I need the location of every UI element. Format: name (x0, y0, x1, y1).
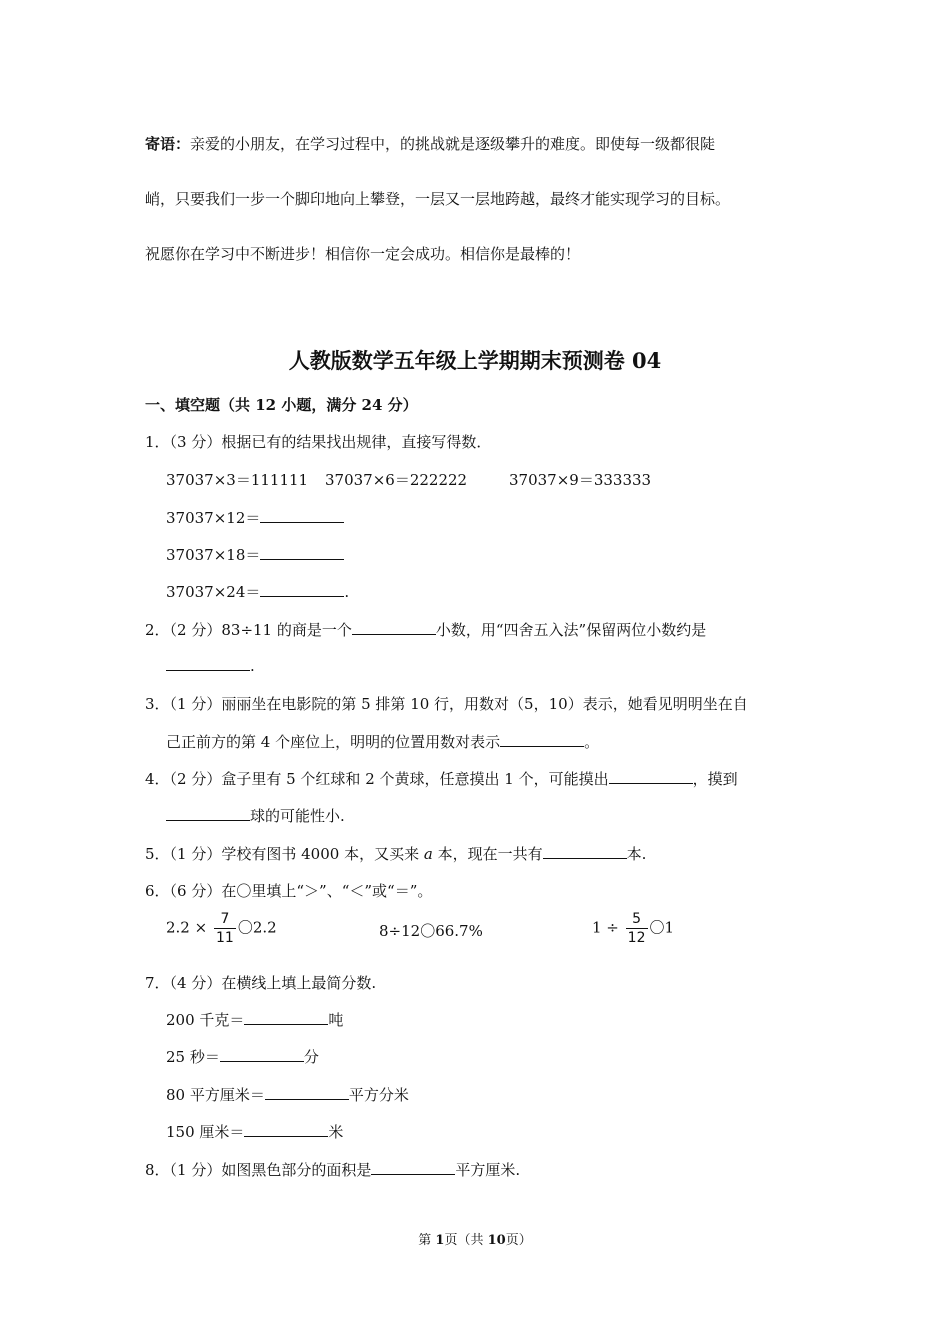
q2-text-2: 小数，用“四舍五入法”保留两位小数约是 (435, 621, 707, 639)
q3-end: 。 (584, 733, 600, 751)
question-1: 1．（3 分）根据已有的结果找出规律，直接写得数． (145, 433, 492, 451)
q4-line-2 (166, 805, 345, 826)
q8-text-1: 8．（1 分）如图黑色部分的面积是 (145, 1161, 372, 1179)
fraction-denominator: 11 (215, 930, 234, 946)
answer-blank[interactable] (543, 844, 627, 859)
q4-text-3: 球的可能性小. (250, 807, 345, 825)
message-line-2: 峭，只要我们一步一个脚印地向上攀登，一层又一层地跨越，最终才能实现学习的目标。 (145, 190, 731, 208)
q6-expr-1 (166, 912, 277, 945)
q7-item-d-post: 米 (328, 1123, 344, 1141)
message-line-3: 祝愿你在学习中不断进步！相信你一定会成功。相信你是最棒的！ (145, 245, 581, 263)
answer-blank[interactable] (244, 1122, 328, 1137)
page-footer (0, 1229, 950, 1248)
q1-item-b-text: 37037×18＝ (166, 546, 261, 564)
answer-blank[interactable] (609, 769, 693, 784)
answer-blank[interactable] (265, 1085, 349, 1100)
q1-example-2: 37037×6＝222222 (325, 471, 468, 489)
q1-example-3: 37037×9＝333333 (509, 471, 652, 489)
q1-item-a-text: 37037×12＝ (166, 509, 261, 527)
q7-item-a-post: 吨 (328, 1011, 344, 1029)
fraction (626, 912, 648, 945)
message-line-1 (145, 133, 715, 154)
q7-item-d (166, 1121, 343, 1142)
q1-item-c-end: . (344, 583, 350, 601)
fraction (214, 912, 236, 945)
answer-blank[interactable] (500, 732, 584, 747)
q7-item-c-pre: 80 平方厘米＝ (166, 1086, 265, 1104)
q7-item-a (166, 1009, 343, 1030)
page-title: 人教版数学五年级上学期期末预测卷 04 (288, 348, 662, 373)
q6-expr-1-pre: 2.2 × (166, 918, 208, 937)
q5-end: 本. (626, 845, 647, 863)
footer-mid: 页（共 (444, 1233, 488, 1248)
answer-blank[interactable] (260, 582, 344, 597)
q6-expr-2: 8÷12〇66.7% (379, 922, 483, 940)
q7-item-b-pre: 25 秒＝ (166, 1048, 220, 1066)
q7-item-a-pre: 200 千克＝ (166, 1011, 245, 1029)
q1-item-c-text: 37037×24＝ (166, 583, 261, 601)
q7-item-d-pre: 150 厘米＝ (166, 1123, 245, 1141)
question-6: 6．（6 分）在〇里填上“＞”、“＜”或“＝”。 (145, 882, 433, 900)
q5-text-2: 本，现在一共有 (432, 845, 543, 863)
fraction-numerator: 5 (632, 911, 642, 927)
answer-blank[interactable] (260, 508, 344, 523)
q4-text-2: ，摸到 (692, 770, 738, 788)
question-2 (145, 619, 706, 640)
q2-end: . (250, 657, 255, 675)
question-3: 3．（1 分）丽丽坐在电影院的第 5 排第 10 行，用数对（5，10）表示，她看见明明坐在自 (145, 695, 748, 713)
question-8 (145, 1159, 520, 1180)
q6-expr-1-post: 〇2.2 (237, 918, 277, 937)
q8-end: 平方厘米. (455, 1161, 521, 1179)
q1-example-1: 37037×3＝111111 (166, 471, 309, 489)
fraction-numerator: 7 (220, 911, 230, 927)
footer-post: 页） (505, 1233, 532, 1248)
q6-expr-3-post: 〇1 (649, 918, 675, 937)
q2-text-1: 2．（2 分）83÷11 的商是一个 (145, 621, 352, 639)
q1-item-a (166, 507, 344, 528)
q2-line-2 (166, 656, 255, 675)
question-5 (145, 843, 646, 864)
q3-line-2 (166, 731, 599, 752)
answer-blank[interactable] (352, 620, 436, 635)
q5-text-1: 5．（1 分）学校有图书 4000 本，又买来 (145, 845, 424, 863)
answer-blank[interactable] (220, 1047, 304, 1062)
question-7: 7．（4 分）在横线上填上最简分数. (145, 974, 377, 992)
q7-item-c (166, 1084, 409, 1105)
q4-text-1: 4．（2 分）盒子里有 5 个红球和 2 个黄球，任意摸出 1 个，可能摸出 (145, 770, 609, 788)
q6-expr-3 (592, 912, 674, 945)
footer-pre: 第 (418, 1233, 436, 1248)
answer-blank[interactable] (260, 545, 344, 560)
footer-page-number: 1 (435, 1233, 445, 1248)
answer-blank[interactable] (166, 806, 250, 821)
answer-blank[interactable] (244, 1010, 328, 1025)
section-heading: 一、填空题（共 12 小题，满分 24 分） (145, 396, 418, 414)
q1-item-c (166, 581, 349, 602)
q3-text-2: 己正前方的第 4 个座位上，明明的位置用数对表示 (166, 733, 501, 751)
q6-expr-3-pre: 1 ÷ (592, 918, 619, 937)
question-4 (145, 768, 738, 789)
q5-variable: a (423, 845, 433, 863)
answer-blank[interactable] (371, 1160, 455, 1175)
footer-total-pages: 10 (487, 1233, 506, 1248)
q7-item-c-post: 平方分米 (348, 1086, 409, 1104)
message-text-1: 亲爱的小朋友，在学习过程中，的挑战就是逐级攀升的难度。即使每一级都很陡 (190, 135, 716, 153)
fraction-denominator: 12 (627, 930, 646, 946)
q7-item-b (166, 1046, 319, 1067)
q1-item-b (166, 544, 344, 565)
answer-blank[interactable] (166, 656, 250, 671)
q7-item-b-post: 分 (303, 1048, 319, 1066)
message-label: 寄语： (145, 135, 191, 153)
